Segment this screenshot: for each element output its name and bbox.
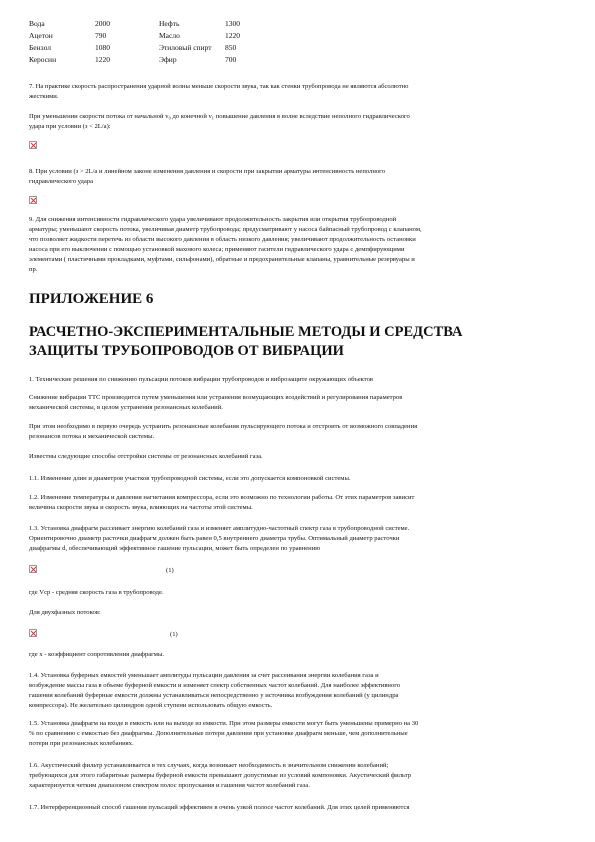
fluid-table — [29, 18, 265, 66]
table-cell: 850 — [225, 43, 237, 52]
paragraph: где x - коэффициент сопротивления диафрагмы. — [29, 651, 165, 658]
table-cell: 1080 — [95, 43, 110, 52]
table-row — [29, 18, 265, 30]
equation-number: (1) — [170, 631, 178, 638]
paragraph-7: 7. На практике скорость распространения ударной волны меньше скорости звука, так как стенки трубопровода не являются абсолютно жесткими. — [29, 83, 409, 100]
paragraph: 1.6. Акустический фильтр устанавливается в тех случаях, когда возникает необходимость в значительном снижении колебаний; требующихся для этого габаритные размеры буферной емкости превышают допустимые из условий компоновки. Акустический фильтр характеризуется четким диапазоном спектром полос пропускания и гашения частот колебаний газа. — [29, 762, 412, 789]
broken-image-icon — [29, 565, 37, 573]
paragraph-9: 9. Для снижения интенсивности гидравлического удара увеличивают продолжительность закрытия или открытия трубопроводной арматуры; уменьшают скорость потока, увеличивая диаметр трубопровода; предусматривают у насоса байпасный трубопровод с клапаном, что позволяет жидкости перетечь из области высокого давления в область низкого давления; увеличивают продолжительность остановки насоса при его выключении с помощью установкой махового колеса; применяют гасители гидравлического удара с демпфирующими элементами ( пластичными прокладками, муфтами, сильфонами), обратные и предохранительные клапаны, уравнительные резервуары и пр. — [29, 216, 422, 273]
broken-image-icon — [29, 629, 37, 637]
paragraph: При этом необходимо в первую очередь устранить резонансные колебания пульсирующего потока и отстроить от возможного совпадения резонансов потока и механической системы. — [29, 423, 418, 440]
table-row — [29, 54, 265, 66]
table-cell: 790 — [95, 31, 107, 40]
paragraph: Известны следующие способы отстройки системы от резонансных колебаний газа. — [29, 453, 263, 460]
table-cell: 2000 — [95, 19, 110, 28]
table-cell: Эфир — [159, 55, 177, 64]
table-cell: Этиловый спирт — [159, 43, 212, 52]
paragraph-8: 8. При условии (з > 2L/a и линейном законе изменения давления и скорости при закрытии арматуры интенсивность неполного гидравлического удара — [29, 168, 386, 185]
table-cell: 1300 — [225, 19, 240, 28]
table-row — [29, 30, 265, 42]
paragraph-7b: При уменьшении скорости потока от начальной v₀ до конечной v₁ повышение давления в волне вследствие неполного гидравлического удара при условии (з < 2L/a): — [29, 113, 410, 130]
table-cell: Масло — [159, 31, 180, 40]
paragraph: 1.1. Изменение длин и диаметров участков трубопроводной системы, если это допускается компоновкой системы. — [29, 475, 351, 482]
paragraph: Снижение вибрации ТТС производится путем уменьшения или устранения возмущающих воздействий и регулирования параметров механической системы, в целом устранения резонансных колебаний. — [29, 394, 403, 411]
subsection-1: 1. Технические решения по снижению пульсации потоков вибрации трубопроводов и виброзащите окружающих объектов — [29, 376, 374, 383]
table-cell: 1220 — [225, 31, 240, 40]
table-row — [29, 42, 265, 54]
table-cell: Керосин — [29, 55, 57, 64]
table-cell: Ацетон — [29, 31, 53, 40]
appendix-title: ПРИЛОЖЕНИЕ 6 — [29, 291, 154, 307]
table-cell: Нефть — [159, 19, 180, 28]
broken-image-icon — [29, 141, 37, 149]
table-cell: Бензол — [29, 43, 51, 52]
paragraph: 1.3. Установка диафрагм рассеивает энергию колебаний газа и изменяет амплитудно-частотный спектр газа в трубопроводной системе. Ориентировочно диаметр расточки диафрагм должен быть равен 0,5 внутреннего диаметра трубы. Оптимальный диаметр расточки диафрагмы d, обеспечивающий эффективное гашение пульсации, может быть определен по уравнению — [29, 525, 410, 552]
paragraph: 1.4. Установка буферных емкостей уменьшает амплитуды пульсации давления за счет рассеивания энергии колебания газа и возбуждение массы газа в объеме буферной емкости и изменяет спектр собственных частот колебаний. Для наиболее эффективного гашения колебаний буферные емкости должны устанавливаться непосредственно у источника возбуждения колебаний (у цилиндра компрессора). Не желательно цилиндров одной ступени использовать общую емкость. — [29, 672, 401, 709]
table-cell: 1220 — [95, 55, 110, 64]
section-title: РАСЧЕТНО-ЭКСПЕРИМЕНТАЛЬНЫЕ МЕТОДЫ И СРЕДСТВА ЗАЩИТЫ ТРУБОПРОВОДОВ ОТ ВИБРАЦИИ — [29, 324, 463, 359]
equation-number: (1) — [166, 567, 174, 574]
broken-image-icon — [29, 196, 37, 204]
paragraph: 1.2. Изменение температуры и давления нагнетания компрессора, если это возможно по технологии работы. От этих параметров зависит величина скорости звука и скорость звука, влияющих на частоты этой системы. — [29, 494, 415, 511]
paragraph: Для двухфазных потоков: — [29, 609, 101, 616]
table-cell: 700 — [225, 55, 237, 64]
table-cell: Вода — [29, 19, 45, 28]
paragraph: где Vср - средняя скорость газа в трубопроводе. — [29, 589, 164, 596]
paragraph: 1.5. Установка диафрагм на входе в емкость или на выходе из емкости. При этом размеры емкости могут быть уменьшены примерно на 30 % по сравнению с емкостью без диафрагмы. Дополнительные потери давления при установке диафрагм меньше, чем дополнительные потери при резонансных колебаниях. — [29, 720, 419, 747]
paragraph: 1.7. Интерференционный способ гашения пульсаций эффективен в очень узкой полосе частот колебаний. Для этих целей применяются — [29, 804, 410, 811]
